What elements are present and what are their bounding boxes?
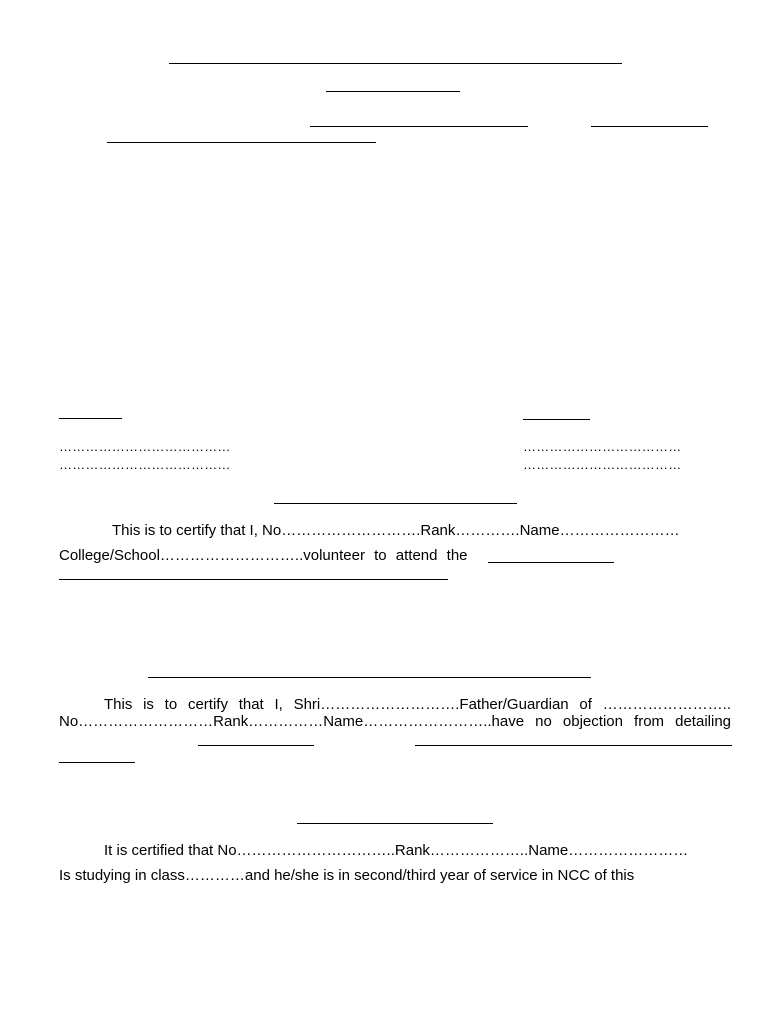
section-b-blank-1 — [198, 745, 314, 746]
address-left-rule — [59, 418, 122, 419]
section-b-blank-2 — [415, 745, 732, 746]
section-a-heading-rule — [274, 503, 517, 504]
address-right-line-1: ……………………………… — [523, 439, 682, 454]
section-a-continuation-blank — [59, 579, 448, 580]
section-c-heading-rule — [297, 823, 493, 824]
section-b-heading-rule — [148, 677, 591, 678]
section-a-paragraph-line-1: This is to certify that I, No……………………….Rank………….Name…………………… — [112, 522, 680, 539]
address-left-line-2: ………………………………… — [59, 457, 231, 472]
section-a-paragraph-line-2: College/School………………………..volunteer to attend the — [59, 547, 468, 564]
section-a-event-blank — [488, 562, 614, 563]
section-c-paragraph-line-1: It is certified that No…………………………..Rank………………..Name…………………… — [104, 842, 689, 859]
address-right-rule — [523, 419, 590, 420]
heading-rule-3b — [591, 126, 708, 127]
heading-rule-3a — [310, 126, 528, 127]
heading-rule-4 — [107, 142, 376, 143]
section-b-blank-3 — [59, 762, 135, 763]
section-c-paragraph-line-2: Is studying in class…………and he/she is in second/third year of service in NCC of this — [59, 867, 635, 884]
heading-rule-1 — [169, 63, 622, 64]
section-b-paragraph-line-2: No………………………Rank……………Name……………………..have no objection from detailing — [59, 713, 731, 730]
heading-rule-2 — [326, 91, 460, 92]
address-right-line-2: ……………………………… — [523, 457, 682, 472]
section-b-paragraph-line-1: This is to certify that I, Shri……………………….Father/Guardian of …………………….. — [104, 696, 731, 713]
address-left-line-1: ………………………………… — [59, 439, 231, 454]
